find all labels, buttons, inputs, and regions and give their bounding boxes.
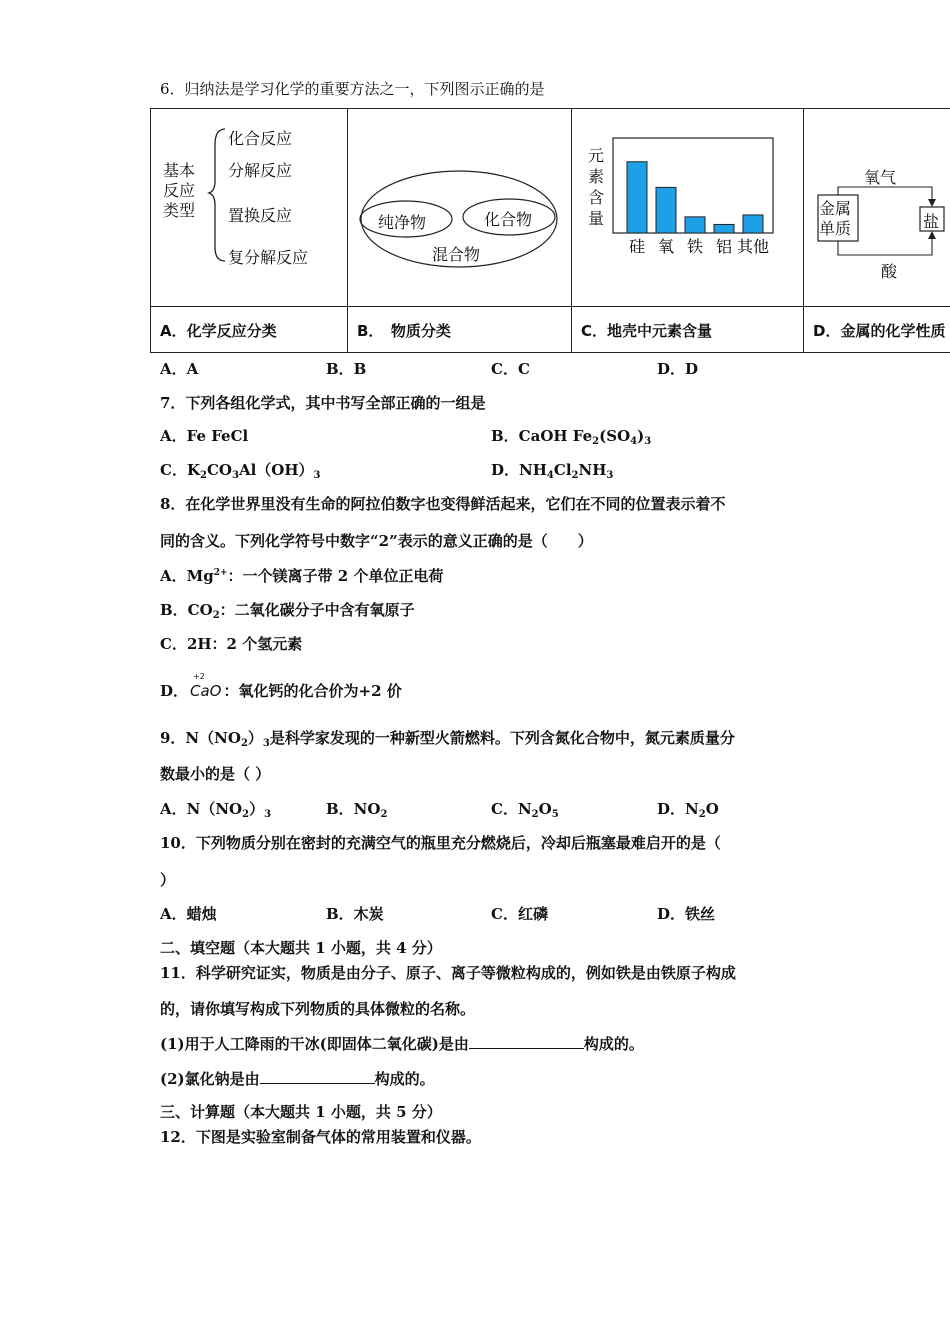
diagram-d-right: 盐 xyxy=(923,212,940,231)
q10-stem-line2: ） xyxy=(160,871,176,889)
bar-label-4: 铝 xyxy=(715,237,733,256)
caption-b-cell xyxy=(348,307,572,353)
q8-stem-line1: 8．在化学世界里没有生命的阿拉伯数字也变得鲜活起来，它们在不同的位置表示着不 xyxy=(160,495,726,513)
q8-option-a[interactable]: A．$Mg^{2+}$：一个镁离子带 2 个单位正电荷 xyxy=(160,567,444,585)
bar-4 xyxy=(714,224,734,233)
q6-option-b[interactable]: B．B xyxy=(326,360,367,378)
caption-c-cell xyxy=(572,307,804,353)
q9-option-c[interactable]: C．$N_2O_5$ xyxy=(491,800,559,820)
q7-stem: 7．下列各组化学式，其中书写全部正确的一组是 xyxy=(160,394,486,412)
q7-option-b[interactable]: B．CaOH $Fe_2(SO_4)_3$ xyxy=(491,427,652,447)
q8-stem-line2: 同的含义。下列化学符号中数字“2”表示的意义正确的是（ ） xyxy=(160,532,593,550)
diagram-a-root: 基本 反应 类型 xyxy=(163,161,196,220)
diagram-d-left: 金属 单质 xyxy=(819,199,852,238)
caption-c: C．地壳中元素含量 xyxy=(581,322,713,340)
q11-part2: (2)氯化钠是由 构成的。 xyxy=(160,1070,435,1088)
diagram-a-item: 分解反应 xyxy=(228,161,293,180)
bar-label-3: 铁 xyxy=(686,237,704,256)
bar-label-5: 其他 xyxy=(736,237,770,256)
q6-diagram-table xyxy=(150,108,950,353)
q9-option-d[interactable]: D．$N_2O$ xyxy=(657,800,719,820)
q9-option-a[interactable]: A．$N(NO_2)_3$ xyxy=(160,800,272,820)
bar-5 xyxy=(743,215,763,233)
cao-formula: +2 CaO xyxy=(190,672,222,700)
caption-b: B． 物质分类 xyxy=(357,322,451,340)
q10-option-c[interactable]: C．红磷 xyxy=(491,905,548,923)
venn-left-label: 纯净物 xyxy=(378,213,427,232)
caption-a-cell xyxy=(151,307,348,353)
diagram-a-item: 复分解反应 xyxy=(228,248,309,267)
venn-outer-label: 混合物 xyxy=(432,245,481,264)
q9-option-b[interactable]: B．$NO_2$ xyxy=(326,800,388,820)
q11-stem-line2: 的，请你填写构成下列物质的具体微粒的名称。 xyxy=(160,1000,476,1018)
q8-option-b[interactable]: B．$CO_2$：二氧化碳分子中含有氧原子 xyxy=(160,601,415,621)
q6-option-a[interactable]: A．A xyxy=(160,360,199,378)
q11-stem-line1: 11．科学研究证实，物质是由分子、原子、离子等微粒构成的，例如铁是由铁原子构成 xyxy=(160,964,736,982)
bar-label-1: 硅 xyxy=(628,237,646,256)
bar-3 xyxy=(685,217,705,233)
bar-1 xyxy=(627,162,647,233)
diagram-a-item: 化合反应 xyxy=(228,129,293,148)
q7-option-d[interactable]: D．$NH_4Cl_2NH_3$ xyxy=(491,461,614,481)
caption-d-cell xyxy=(804,307,950,353)
q8-option-c[interactable]: C．2H：2 个氢元素 xyxy=(160,635,303,653)
answer-blank-1[interactable] xyxy=(469,1036,584,1049)
diagram-d-top: 氧气 xyxy=(864,168,897,187)
q10-option-a[interactable]: A．蜡烛 xyxy=(160,905,217,923)
diagram-c-cell xyxy=(572,109,804,307)
section-calc-heading: 三、计算题（本大题共 1 小题，共 5 分） xyxy=(160,1103,442,1121)
q9-stem-line1: 9．$N(NO_2)_3$是科学家发现的一种新型火箭燃料。下列含氮化合物中，氮元素质量分 xyxy=(160,729,735,749)
section-fill-in-heading: 二、填空题（本大题共 1 小题，共 4 分） xyxy=(160,939,442,957)
caption-d: D．金属的化学性质 xyxy=(813,322,946,340)
answer-blank-2[interactable] xyxy=(260,1071,375,1084)
q7-option-a[interactable]: A．Fe FeCl xyxy=(160,427,249,445)
q12-stem: 12．下图是实验室制备气体的常用装置和仪器。 xyxy=(160,1128,481,1146)
q10-option-b[interactable]: B．木炭 xyxy=(326,905,384,923)
element-bar-chart xyxy=(612,137,797,267)
diagram-b-cell xyxy=(348,109,572,307)
diagram-d-bottom: 酸 xyxy=(881,262,898,281)
diagram-a-cell xyxy=(151,109,348,307)
bar-2 xyxy=(656,187,676,233)
q6-stem: 6．归纳法是学习化学的重要方法之一，下列图示正确的是 xyxy=(160,80,545,98)
diagram-d-cell xyxy=(804,109,950,307)
chart-ylabel: 元 素 含 量 xyxy=(588,146,605,228)
q7-option-c[interactable]: C．$K_2CO_3Al(OH)_3$ xyxy=(160,461,321,481)
q8-option-d[interactable]: D． +2 CaO ：氧化钙的化合价为+2 价 xyxy=(160,672,402,700)
q6-option-c[interactable]: C．C xyxy=(491,360,530,378)
q6-option-d[interactable]: D．D xyxy=(657,360,699,378)
q10-stem-line1: 10．下列物质分别在密封的充满空气的瓶里充分燃烧后，冷却后瓶塞最难启开的是（ xyxy=(160,834,721,852)
caption-a: A．化学反应分类 xyxy=(160,322,277,340)
valence-mark: +2 xyxy=(193,672,205,681)
q10-option-d[interactable]: D．铁丝 xyxy=(657,905,716,923)
diagram-a-item: 置换反应 xyxy=(228,206,293,225)
q11-part1: (1)用于人工降雨的干冰(即固体二氧化碳)是由 构成的。 xyxy=(160,1035,644,1053)
venn-right-label: 化合物 xyxy=(484,210,533,229)
bar-label-2: 氧 xyxy=(657,237,675,256)
q9-stem-line2: 数最小的是（ ） xyxy=(160,765,271,783)
